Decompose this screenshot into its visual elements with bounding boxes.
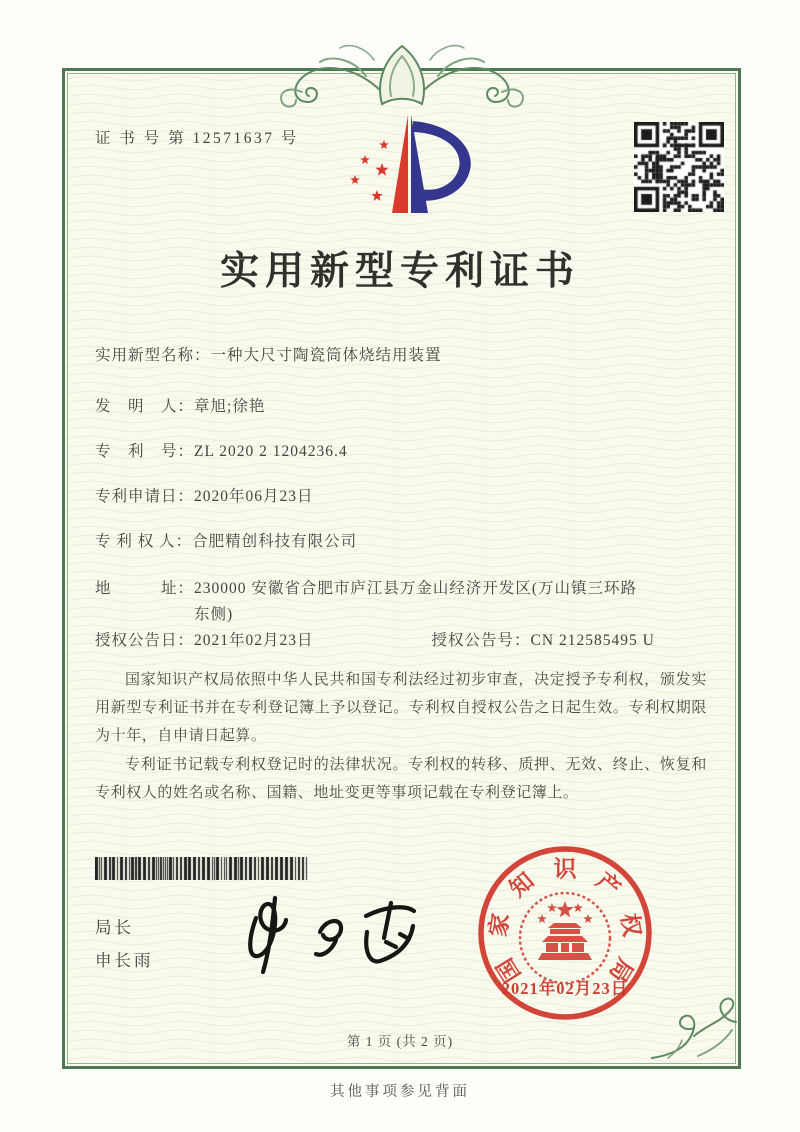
national-emblem-icon xyxy=(520,893,610,983)
field-label: 授权公告号： xyxy=(431,632,531,649)
field-row-patent-no xyxy=(95,439,348,461)
top-crest-ornament-icon xyxy=(262,30,542,114)
seal-date: 2021年02月23日 xyxy=(501,979,629,998)
field-value: 一种大尺寸陶瓷筒体烧结用装置 xyxy=(210,347,442,364)
field-label: 专 利 号： xyxy=(95,443,195,460)
signature xyxy=(228,890,418,978)
field-value: CN 212585495 U xyxy=(530,632,655,649)
signer-title: 局长 xyxy=(95,918,134,937)
field-label: 发 明 人： xyxy=(95,398,195,415)
official-seal xyxy=(470,838,660,1028)
certificate-number: 证 书 号 第 12571637 号 xyxy=(95,130,299,147)
field-label: 专 利 权 人： xyxy=(95,533,193,550)
field-value: 230000 安徽省合肥市庐江县万金山经济开发区(万山镇三环路东侧) xyxy=(194,580,638,623)
svg-text:国: 国 xyxy=(492,953,526,987)
back-note: 其他事项参见背面 xyxy=(330,1084,470,1100)
barcode xyxy=(95,857,310,880)
signer-name: 申长雨 xyxy=(95,951,154,970)
field-row-filing-date xyxy=(95,484,314,506)
svg-text:产: 产 xyxy=(591,867,626,902)
field-label: 授权公告日： xyxy=(95,632,195,649)
field-value: 2020年06月23日 xyxy=(194,488,314,505)
svg-text:局: 局 xyxy=(604,953,638,987)
corner-flourish-icon xyxy=(648,994,744,1062)
svg-text:家: 家 xyxy=(485,911,514,939)
field-label: 地 址： xyxy=(95,580,195,597)
field-row-grant xyxy=(95,628,655,650)
cnipa-logo xyxy=(338,110,483,218)
field-row-name xyxy=(95,343,442,365)
field-label: 专利申请日： xyxy=(95,488,195,505)
svg-text:知: 知 xyxy=(504,867,539,902)
field-row-address xyxy=(95,576,646,627)
qr-code xyxy=(634,122,724,212)
field-label: 实用新型名称： xyxy=(95,347,211,364)
field-value: 2021年02月23日 xyxy=(194,632,314,649)
field-row-inventor xyxy=(95,394,265,416)
legal-paragraph: 专利证书记载专利权登记时的法律状况。专利权的转移、质押、无效、终止、恢复和专利权人的姓名或名称、国籍、地址变更等事项记载在专利登记簿上。 xyxy=(95,756,707,801)
svg-text:权: 权 xyxy=(616,911,645,939)
svg-text:识: 识 xyxy=(553,856,577,882)
field-row-patentee xyxy=(95,529,357,551)
field-value: ZL 2020 2 1204236.4 xyxy=(194,443,348,460)
legal-paragraph: 国家知识产权局依照中华人民共和国专利法经过初步审查，决定授予专利权，颁发实用新型专利证书并在专利登记簿上予以登记。专利权自授权公告之日起生效。专利权期限为十年，自申请日起算。 xyxy=(95,672,707,745)
page-indicator: 第 1 页 (共 2 页) xyxy=(346,1034,454,1049)
field-value: 章旭;徐艳 xyxy=(194,398,266,415)
field-value: 合肥精创科技有限公司 xyxy=(192,533,358,550)
certificate-title: 实用新型专利证书 xyxy=(219,250,580,293)
legal-text xyxy=(95,666,707,807)
seal-ring-text xyxy=(484,856,645,986)
